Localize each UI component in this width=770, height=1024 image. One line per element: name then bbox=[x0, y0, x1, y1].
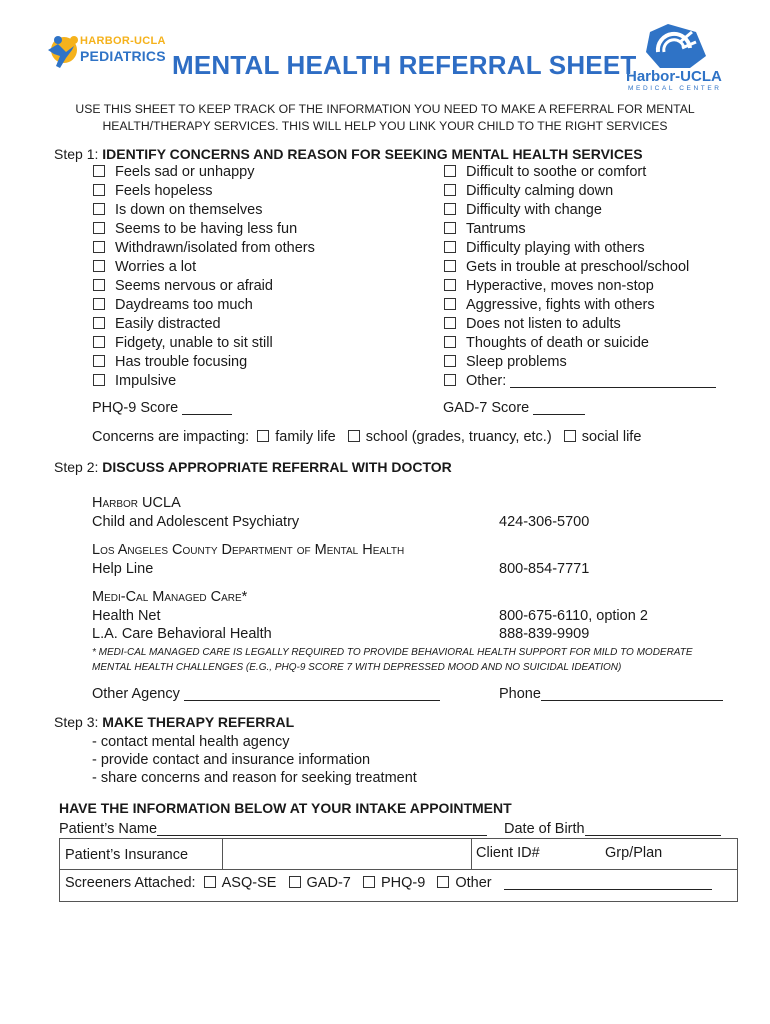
concern-label: Impulsive bbox=[115, 373, 177, 389]
concern-label: Difficulty with change bbox=[466, 202, 602, 218]
dob-field[interactable] bbox=[585, 821, 721, 836]
org2-dept: Help Line bbox=[92, 561, 154, 577]
checkbox[interactable] bbox=[93, 374, 105, 386]
checkbox[interactable] bbox=[444, 317, 456, 329]
impact-option: social life bbox=[581, 429, 642, 445]
grp-plan-label: Grp/Plan bbox=[605, 845, 663, 861]
impact-label: Concerns are impacting: bbox=[92, 429, 250, 445]
patient-name-row bbox=[59, 821, 487, 837]
concern-label: Seems to be having less fun bbox=[115, 221, 298, 237]
concern-label: Difficulty calming down bbox=[466, 183, 614, 199]
step1-title: IDENTIFY CONCERNS AND REASON FOR SEEKING MENTAL HEALTH SERVICES bbox=[102, 146, 643, 162]
step3-title: MAKE THERAPY REFERRAL bbox=[102, 714, 295, 730]
intake-heading: HAVE THE INFORMATION BELOW AT YOUR INTAKE APPOINTMENT bbox=[59, 800, 512, 816]
checkbox[interactable] bbox=[289, 876, 301, 888]
checkbox[interactable] bbox=[363, 876, 375, 888]
concern-label: Thoughts of death or suicide bbox=[466, 335, 649, 351]
checkbox[interactable] bbox=[93, 279, 105, 291]
impact-row bbox=[92, 429, 641, 445]
gad7-score-label: GAD-7 Score bbox=[443, 400, 530, 416]
other-agency-label: Other Agency bbox=[92, 686, 180, 702]
concern-item[interactable] bbox=[444, 277, 716, 296]
org3-plan1: Health Net bbox=[92, 608, 161, 624]
impact-option: family life bbox=[275, 429, 336, 445]
concern-item[interactable] bbox=[444, 239, 716, 258]
insurance-field[interactable] bbox=[224, 840, 469, 868]
insurance-label: Patient’s Insurance bbox=[65, 847, 189, 863]
screeners-row bbox=[65, 875, 712, 891]
step1-heading bbox=[54, 146, 643, 162]
phone-label: Phone bbox=[499, 686, 541, 702]
checkbox[interactable] bbox=[444, 336, 456, 348]
checkbox[interactable] bbox=[444, 355, 456, 367]
checkbox[interactable] bbox=[437, 876, 449, 888]
concern-item[interactable] bbox=[444, 315, 716, 334]
concern-label: Easily distracted bbox=[115, 316, 221, 332]
page-title: MENTAL HEALTH REFERRAL SHEET bbox=[172, 50, 637, 80]
concern-label: Difficulty playing with others bbox=[466, 240, 645, 256]
concern-label: Hyperactive, moves non-stop bbox=[466, 278, 654, 294]
checkbox[interactable] bbox=[93, 355, 105, 367]
org1-phone: 424-306-5700 bbox=[499, 514, 590, 530]
step3-heading bbox=[54, 714, 294, 730]
checkbox[interactable] bbox=[204, 876, 216, 888]
org1-dept: Child and Adolescent Psychiatry bbox=[92, 514, 300, 530]
concern-label: Has trouble focusing bbox=[115, 354, 248, 370]
note-line-2: MENTAL HEALTH CHALLENGES (E.G., PHQ-9 SCORE 7 WITH DEPRESSED MOOD AND NO SUICIDAL IDEATION) bbox=[92, 662, 622, 673]
dob-label: Date of Birth bbox=[504, 821, 585, 837]
screener-option: ASQ-SE bbox=[221, 875, 277, 891]
concern-item[interactable] bbox=[93, 353, 315, 372]
concern-label: Feels sad or unhappy bbox=[115, 164, 255, 180]
gad7-score-row bbox=[443, 400, 585, 416]
impact-option: school (grades, truancy, etc.) bbox=[365, 429, 552, 445]
checkbox[interactable] bbox=[93, 222, 105, 234]
checkbox[interactable] bbox=[444, 165, 456, 177]
checkbox[interactable] bbox=[93, 203, 105, 215]
org3-name: Medi-Cal Managed Care* bbox=[92, 589, 248, 605]
concern-label: Aggressive, fights with others bbox=[466, 297, 655, 313]
concern-item[interactable] bbox=[93, 201, 315, 220]
concern-item[interactable] bbox=[444, 182, 716, 201]
concern-label: Is down on themselves bbox=[115, 202, 263, 218]
checkbox[interactable] bbox=[93, 260, 105, 272]
step3-item: - contact mental health agency bbox=[92, 734, 290, 750]
concern-item[interactable] bbox=[93, 220, 315, 239]
pediatrics-logo-line1: HARBOR-UCLA bbox=[80, 35, 166, 47]
checkbox[interactable] bbox=[93, 336, 105, 348]
concern-label: Seems nervous or afraid bbox=[115, 278, 273, 294]
org2-name: Los Angeles County Department of Mental Health bbox=[92, 542, 405, 558]
concern-item[interactable] bbox=[444, 163, 716, 182]
concern-item[interactable] bbox=[93, 277, 315, 296]
org3-plan2-phone: 888-839-9909 bbox=[499, 626, 590, 642]
concern-label: Worries a lot bbox=[115, 259, 197, 275]
pediatrics-logo-line2: PEDIATRICS bbox=[80, 48, 166, 64]
phq9-score-row bbox=[92, 400, 232, 416]
org3-plan1-phone: 800-675-6110, option 2 bbox=[499, 608, 648, 624]
intro-line-2: HEALTH/THERAPY SERVICES. THIS WILL HELP YOU LINK YOUR CHILD TO THE RIGHT SERVICES bbox=[102, 119, 668, 133]
concern-item[interactable] bbox=[444, 220, 716, 239]
step1-left-column bbox=[93, 163, 315, 391]
concern-item[interactable] bbox=[93, 163, 315, 182]
intro-text bbox=[40, 101, 730, 135]
checkbox[interactable] bbox=[444, 279, 456, 291]
concern-item[interactable] bbox=[93, 182, 315, 201]
concern-item[interactable] bbox=[93, 296, 315, 315]
phq9-score-label: PHQ-9 Score bbox=[92, 400, 179, 416]
phone-row bbox=[499, 686, 723, 702]
screener-option: PHQ-9 bbox=[380, 875, 426, 891]
screener-option: GAD-7 bbox=[306, 875, 351, 891]
org1-name: Harbor UCLA bbox=[92, 495, 181, 511]
checkbox[interactable] bbox=[444, 298, 456, 310]
concern-item[interactable] bbox=[93, 334, 315, 353]
other-agency-row bbox=[92, 686, 440, 702]
step1-right-column bbox=[444, 163, 716, 391]
other-agency-field[interactable] bbox=[184, 686, 440, 701]
concern-label: Fidgety, unable to sit still bbox=[115, 335, 273, 351]
pediatrics-logo bbox=[44, 28, 166, 74]
concern-item[interactable] bbox=[93, 372, 315, 391]
phq9-score-field[interactable] bbox=[182, 400, 232, 415]
checkbox[interactable] bbox=[444, 184, 456, 196]
step2-heading bbox=[54, 459, 452, 475]
checkbox[interactable] bbox=[93, 298, 105, 310]
concern-label: Does not listen to adults bbox=[466, 316, 621, 332]
checkbox[interactable] bbox=[444, 374, 456, 386]
medi-cal-note bbox=[92, 645, 693, 675]
concern-item[interactable] bbox=[444, 353, 716, 372]
note-line-1: * MEDI-CAL MANAGED CARE IS LEGALLY REQUIRED TO PROVIDE BEHAVIORAL HEALTH SUPPORT FOR MILD TO MODERATE bbox=[92, 647, 693, 658]
concern-item[interactable] bbox=[93, 315, 315, 334]
checkbox[interactable] bbox=[444, 222, 456, 234]
concern-item[interactable] bbox=[444, 201, 716, 220]
client-id-label: Client ID# bbox=[476, 845, 540, 861]
concern-item-other[interactable] bbox=[444, 372, 716, 391]
screeners-label: Screeners Attached: bbox=[65, 875, 196, 891]
checkbox[interactable] bbox=[257, 430, 269, 442]
step3-item: - provide contact and insurance information bbox=[92, 752, 371, 768]
checkbox[interactable] bbox=[564, 430, 576, 442]
org3-plan2: L.A. Care Behavioral Health bbox=[92, 626, 272, 642]
checkbox[interactable] bbox=[348, 430, 360, 442]
concern-label: Sleep problems bbox=[466, 354, 567, 370]
checkbox[interactable] bbox=[93, 165, 105, 177]
screener-option: Other bbox=[455, 875, 492, 891]
step2-title: DISCUSS APPROPRIATE REFERRAL WITH DOCTOR bbox=[102, 459, 452, 475]
hexagon-logo-icon bbox=[620, 22, 730, 70]
step2-prefix: Step 2: bbox=[54, 459, 103, 475]
concern-label: Difficult to soothe or comfort bbox=[466, 164, 647, 180]
checkbox[interactable] bbox=[93, 317, 105, 329]
org2-phone: 800-854-7771 bbox=[499, 561, 590, 577]
step3-prefix: Step 3: bbox=[54, 714, 103, 730]
phone-field[interactable] bbox=[541, 686, 723, 701]
checkbox[interactable] bbox=[444, 203, 456, 215]
concern-item[interactable] bbox=[93, 258, 315, 277]
checkbox[interactable] bbox=[93, 241, 105, 253]
intake-table bbox=[59, 838, 738, 902]
patient-name-field[interactable] bbox=[157, 821, 487, 836]
intro-line-1: USE THIS SHEET TO KEEP TRACK OF THE INFORMATION YOU NEED TO MAKE A REFERRAL FOR MENTAL bbox=[75, 102, 695, 116]
concern-label: Feels hopeless bbox=[115, 183, 213, 199]
concern-item[interactable] bbox=[444, 296, 716, 315]
checkbox[interactable] bbox=[93, 184, 105, 196]
harbor-ucla-logo-sub: MEDICAL CENTER bbox=[628, 85, 722, 92]
step1-prefix: Step 1: bbox=[54, 146, 103, 162]
other-concern-field[interactable] bbox=[510, 373, 716, 388]
checkbox[interactable] bbox=[444, 260, 456, 272]
checkbox[interactable] bbox=[444, 241, 456, 253]
harbor-ucla-logo-name: Harbor-UCLA bbox=[626, 68, 722, 85]
concern-label: Tantrums bbox=[466, 221, 526, 237]
concern-item[interactable] bbox=[93, 239, 315, 258]
concern-label: Other: bbox=[466, 373, 507, 389]
concern-label: Gets in trouble at preschool/school bbox=[466, 259, 690, 275]
concern-item[interactable] bbox=[444, 334, 716, 353]
gad7-score-field[interactable] bbox=[533, 400, 585, 415]
harbor-ucla-logo bbox=[620, 22, 730, 94]
step3-item: - share concerns and reason for seeking treatment bbox=[92, 770, 417, 786]
dob-row bbox=[504, 821, 721, 837]
concern-label: Withdrawn/isolated from others bbox=[115, 240, 315, 256]
patient-name-label: Patient’s Name bbox=[59, 821, 158, 837]
other-screener-field[interactable] bbox=[504, 875, 712, 890]
concern-label: Daydreams too much bbox=[115, 297, 253, 313]
concern-item[interactable] bbox=[444, 258, 716, 277]
